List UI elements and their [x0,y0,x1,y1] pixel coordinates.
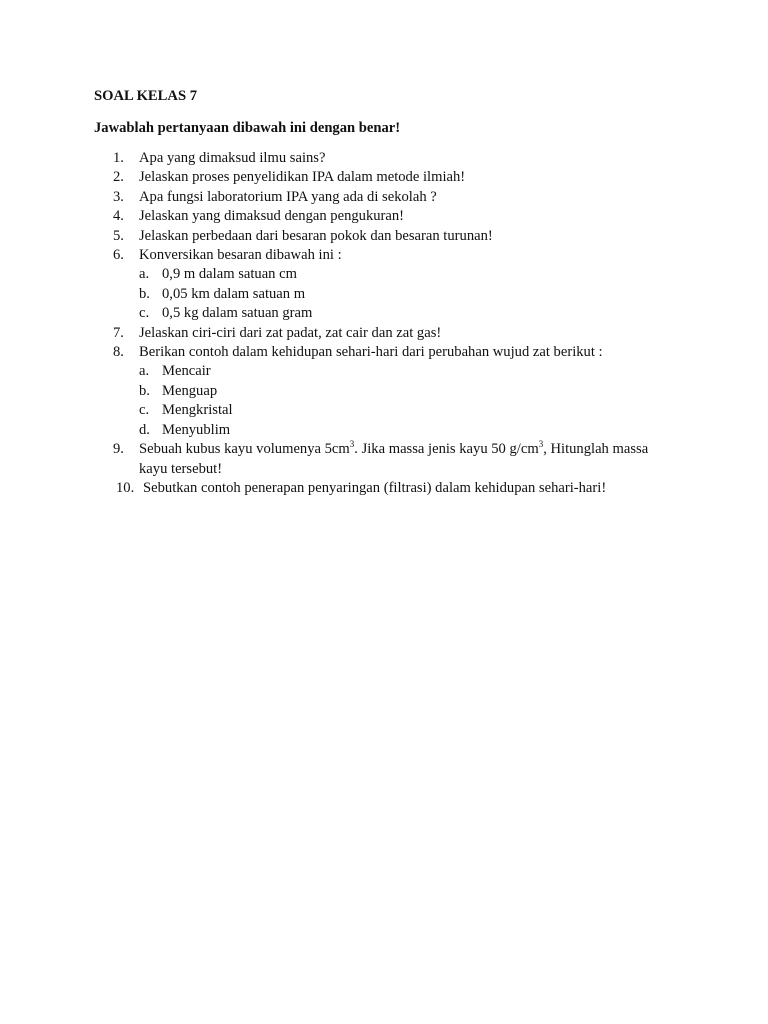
sub-item-letter: c. [139,402,150,419]
sub-item-text: Mencair [162,363,211,380]
sub-item-text: Mengkristal [162,402,233,419]
sub-item [139,362,659,381]
question-number: 8. [113,344,124,361]
question-text: Sebutkan contoh penerapan penyaringan (filtrasi) dalam kehidupan sehari-hari! [143,479,607,496]
sub-list [139,362,659,440]
question-number: 9. [113,441,124,458]
sub-item [139,421,659,440]
question-text-part: . Jika massa jenis kayu 50 g/cm [354,441,539,458]
sub-item [139,285,659,304]
question-number: 10. [116,479,135,496]
question-item-2 [0,168,659,187]
instruction-text: Jawablah pertanyaan dibawah ini dengan benar! [94,120,401,136]
sub-item-letter: a. [139,363,150,380]
question-text: Berikan contoh dalam kehidupan sehari-hari dari perubahan wujud zat berikut : [139,344,603,361]
question-number: 3. [113,188,124,205]
question-item-3 [0,188,659,207]
page-title: SOAL KELAS 7 [94,88,198,104]
question-item-9 [0,440,659,479]
question-number: 7. [113,324,124,341]
question-text [139,441,648,476]
question-list [0,149,768,498]
question-text-part: Sebuah kubus kayu volumenya 5cm [139,441,350,458]
superscript-exponent: 3 [349,439,355,450]
sub-item [139,265,659,284]
question-text: Jelaskan perbedaan dari besaran pokok dan besaran turunan! [139,227,493,244]
question-item-4 [0,207,659,226]
question-number: 2. [113,169,124,186]
sub-item-text: 0,05 km dalam satuan m [162,285,306,302]
sub-item [139,304,659,323]
sub-item-text: 0,5 kg dalam satuan gram [162,305,313,322]
question-number: 6. [113,247,124,264]
question-text-part: , Hitunglah massa kayu tersebut! [139,441,649,477]
question-item-1 [0,149,659,168]
question-text: Jelaskan ciri-ciri dari zat padat, zat cair dan zat gas! [139,324,442,341]
question-item-10 [0,479,663,498]
question-number: 4. [113,208,124,225]
question-item-7 [0,324,659,343]
question-item-6 [0,246,659,324]
question-item-5 [0,227,659,246]
question-text: Apa fungsi laboratorium IPA yang ada di sekolah ? [139,188,437,205]
question-text: Jelaskan proses penyelidikan IPA dalam metode ilmiah! [139,169,466,186]
sub-item-letter: b. [139,285,150,302]
question-number: 5. [113,227,124,244]
sub-item-text: 0,9 m dalam satuan cm [162,266,297,283]
sub-item-letter: d. [139,421,150,438]
sub-list [139,265,659,323]
sub-item-letter: b. [139,382,150,399]
sub-item [139,401,659,420]
sub-item-letter: c. [139,305,150,322]
superscript-exponent: 3 [538,439,544,450]
question-text: Jelaskan yang dimaksud dengan pengukuran! [139,208,405,225]
sub-item-text: Menyublim [162,421,231,438]
sub-item-letter: a. [139,266,150,283]
sub-item [139,382,659,401]
sub-item-text: Menguap [162,382,218,399]
question-text: Konversikan besaran dibawah ini : [139,247,342,264]
question-number: 1. [113,150,124,166]
question-text: Apa yang dimaksud ilmu sains? [139,150,326,166]
question-item-8 [0,343,659,440]
